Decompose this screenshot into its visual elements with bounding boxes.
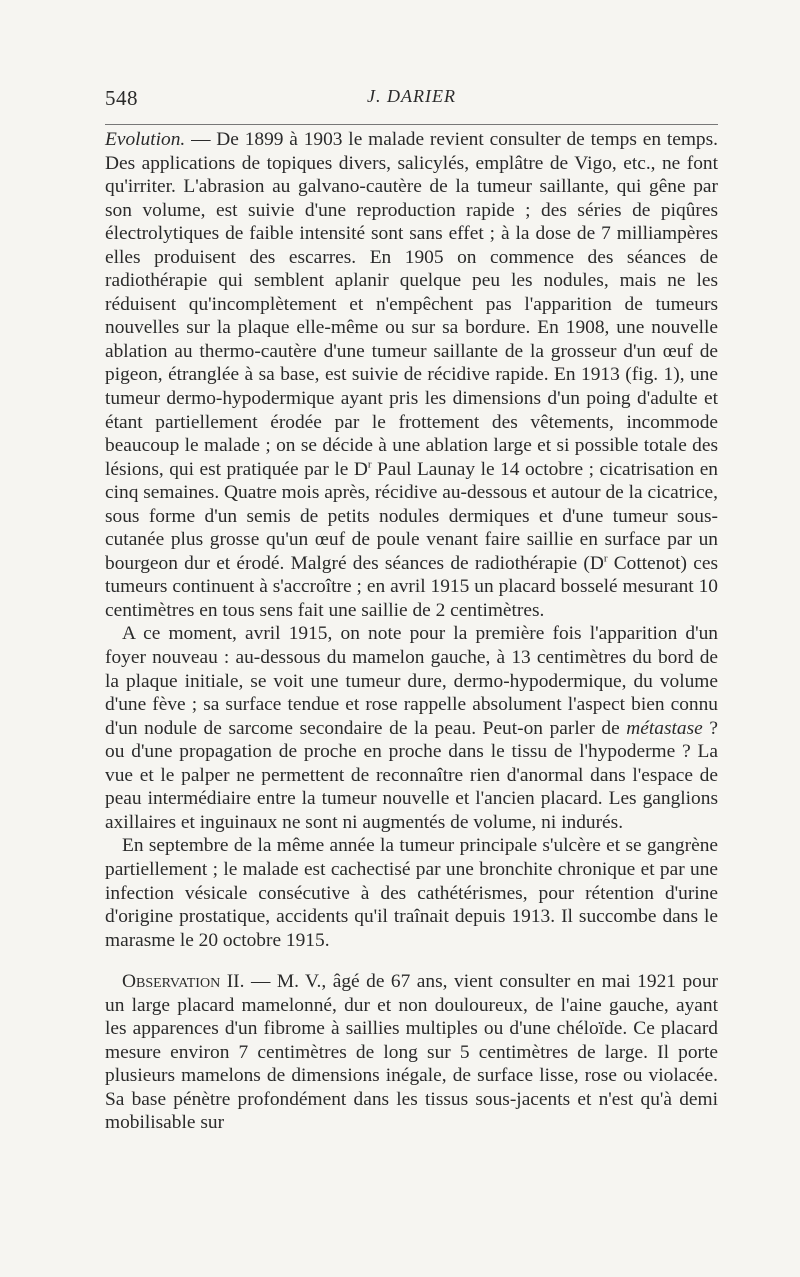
running-head: J. DARIER xyxy=(367,86,456,106)
section-lead: Observation xyxy=(122,971,221,993)
superscript: r xyxy=(603,552,608,565)
paragraph-observation-2 xyxy=(105,970,718,1135)
emphasis: métastase xyxy=(626,717,703,739)
paragraph-evolution xyxy=(105,128,718,622)
page-number: 548 xyxy=(105,86,138,110)
section-lead: Evolution. xyxy=(105,129,186,150)
paragraph-metastase xyxy=(105,622,718,834)
paragraph-text: Paul Launay le 14 octobre ; cicatrisation en cinq semaines. Quatre mois après, récidive au-dessous et autour de la cicatrice, sous forme d'un semis de petits nodules dermiques et d'une tumeur sous-cutanée plus grosse qu'un œuf de poule venant faire saillie en surface par un bourgeon dur et érodé. Malgré des séances de radiothérapie (D xyxy=(105,458,718,574)
paragraph-septembre xyxy=(105,834,718,952)
paragraph-text: En septembre de la même année la tumeur principale s'ulcère et se gangrène partiellement ; le malade est cachectisé par une bronchite chronique et par une infection vésicale consécutive à des cathétérismes, pour rétention d'urine d'origine prostatique, accidents qu'il traînait depuis 1913. Il succombe dans le marasme le 20 octobre 1915. xyxy=(105,835,718,951)
page-header xyxy=(105,86,718,114)
paragraph-text: ? ou d'une propagation de proche en proche dans le tissu de l'hypoderme ? La vue et le palper ne permettent de reconnaître rien d'anormal dans l'espace de peau intermédiaire entre la tumeur nouvelle et l'ancien placard. Les ganglions axillaires et inguinaux ne sont ni augmentés de volume, ni indurés. xyxy=(105,717,718,833)
paragraph-text: A ce moment, avril 1915, on note pour la première fois l'apparition d'un foyer nouveau : au-dessous du mamelon gauche, à 13 centimètres du bord de la plaque initiale, se voit une tumeur dure, dermo-hypodermique, du volume d'une fève ; sa surface tendue et rose rappelle absolument l'aspect bien connu d'un nodule de sarcome secondaire de la peau. Peut-on parler de xyxy=(105,623,718,739)
header-rule xyxy=(105,124,718,125)
paragraph-text: II. — M. V., âgé de 67 ans, vient consulter en mai 1921 pour un large placard mamelonné, dur et non douloureux, de l'aine gauche, ayant les apparences d'un fibrome à saillies multiples ou d'une chéloïde. Ce placard mesure environ 7 centimètres de long sur 5 centimètres de large. Il porte plusieurs mamelons de dimensions inégale, de surface lisse, rose ou violacée. Sa base pénètre profondément dans les tissus sous-jacents et n'est qu'à demi mobilisable sur xyxy=(105,971,718,1134)
paragraph-text: Cottenot) ces tumeurs continuent à s'accroître ; en avril 1915 un placard bosselé mesurant 10 centimètres en tous sens fait une saillie de 2 centimètres. xyxy=(105,552,718,621)
body-text xyxy=(105,128,718,1135)
paragraph-text: — De 1899 à 1903 le malade revient consulter de temps en temps. Des applications de topiques divers, salicylés, emplâtre de Vigo, etc., ne font qu'irriter. L'abrasion au galvano-cautère de la tumeur saillante, qui gêne par son volume, est suivie d'une reproduction rapide ; des séries de piqûres électrolytiques de faible intensité sont sans effet ; à la dose de 7 milliampères elles produisent des escarres. En 1905 on commence des séances de radiothérapie qui semblent aplanir quelque peu les nodules, mais ne les réduisent qu'incomplètement et n'empêchent pas l'apparition de tumeurs nouvelles sur la plaque elle-même ou sur sa bordure. En 1908, une nouvelle ablation au thermo-cautère d'une tumeur saillante de la grosseur d'un œuf de pigeon, étranglée à sa base, est suivie de récidive rapide. En 1913 (fig. 1), une tumeur dermo-hypodermique ayant pris les dimensions d'un poing d'adulte et étant partiellement érodée par le frottement des vêtements, incommode beaucoup le malade ; on se décide à une ablation large et si possible totale des lésions, qui est pratiquée par le D xyxy=(105,129,718,480)
superscript: r xyxy=(367,458,372,471)
